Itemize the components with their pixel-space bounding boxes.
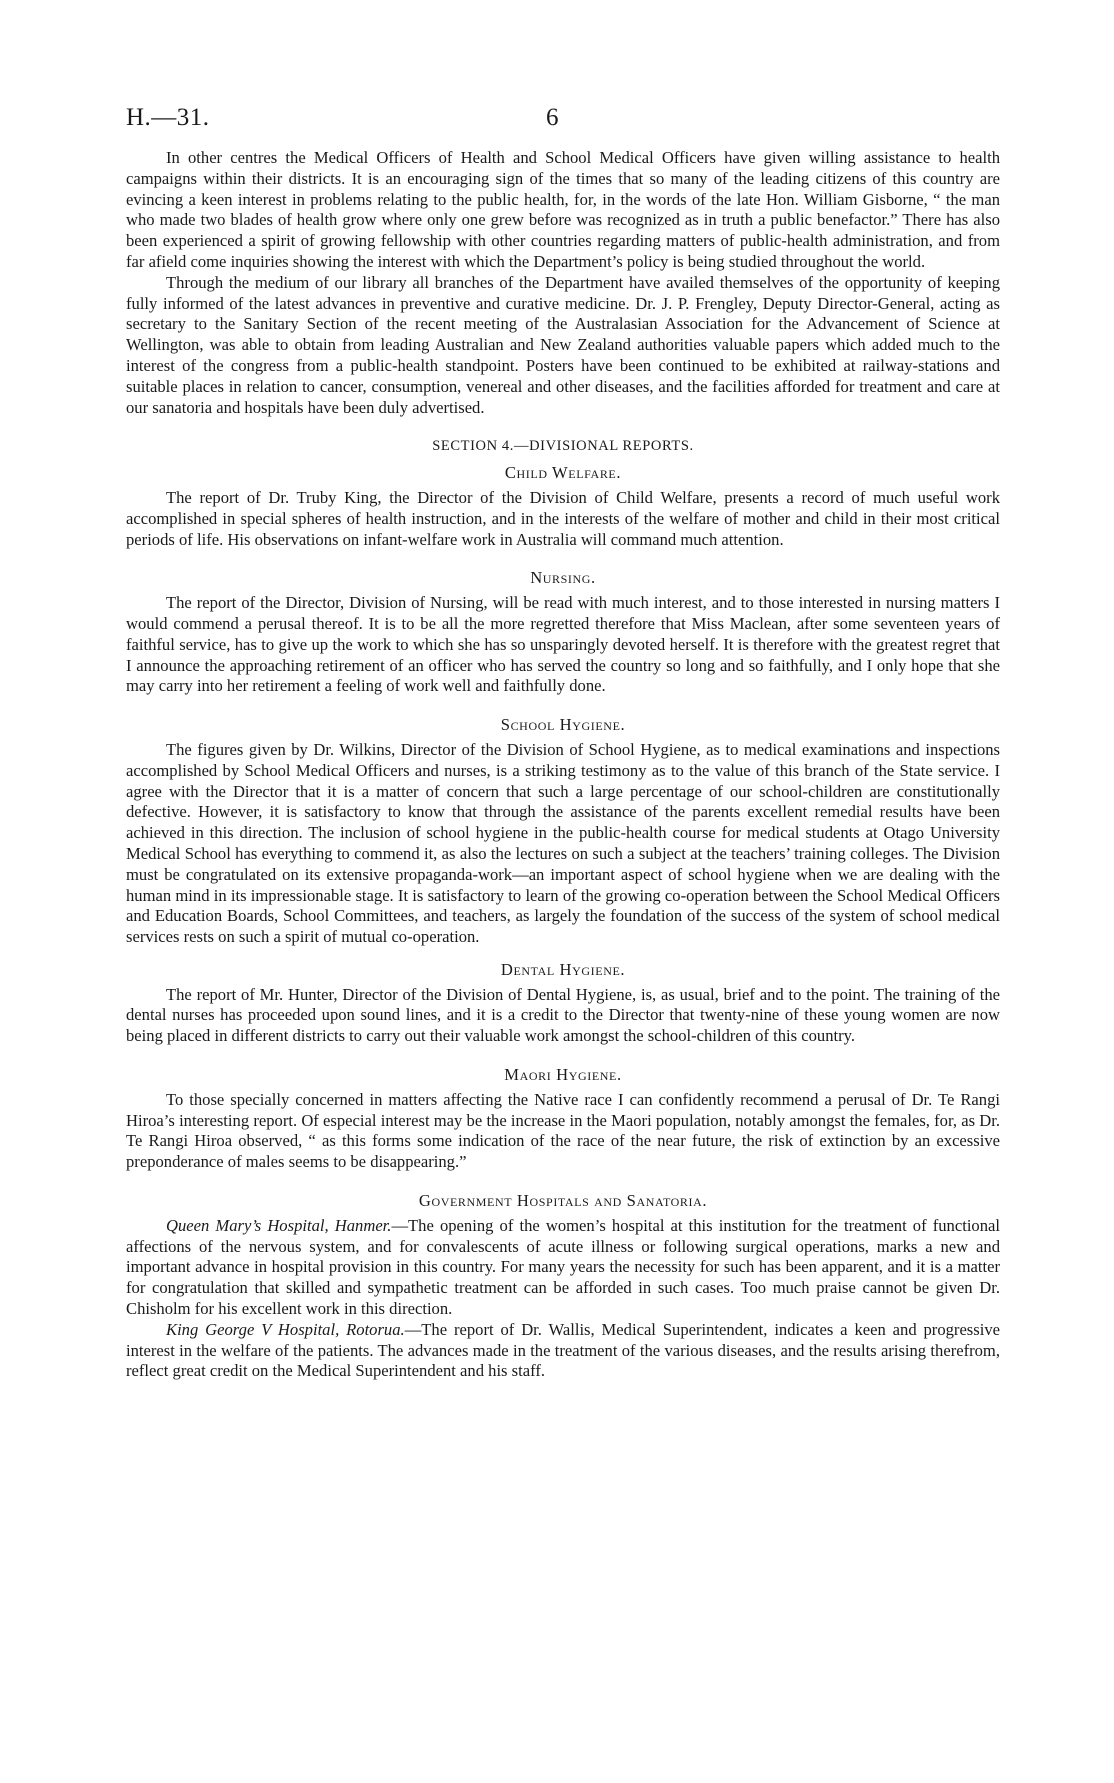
king-george-hospital-paragraph [126, 1320, 1000, 1382]
nursing-heading: Nursing. [530, 568, 596, 588]
intro-paragraph: In other centres the Medical Officers of Health and School Medical Officers have given willing assistance to health campaigns within their districts. It is an encouraging sign of the times that so many of the leading citizens of this country are evincing a keen interest in problems relating to the public health, for, in the words of the late Hon. William Gisborne, “ the man who made two blades of health grow where only one grew before was recognized as in truth a public benefactor.” There has also been experienced a spirit of growing fellowship with other countries regarding matters of public-health administration, and from far afield come inquiries showing the interest with which the Department’s policy is being studied throughout the world. [126, 148, 1000, 271]
king-george-hospital-text: —The report of Dr. Wallis, Medical Superintendent, indicates a keen and progressive interest in the welfare of the patients. The advances made in the treatment of the various diseases, and the results arising therefrom, reflect great credit on the Medical Superintendent and his staff. [126, 1319, 1000, 1381]
nursing-paragraph: The report of the Director, Division of Nursing, will be read with much interest, and to those interested in nursing matters I would commend a perusal thereof. It is to be all the more regretted therefore that Miss Maclean, after some seventeen years of faithful service, has to give up the work to which she has so unsparingly devoted herself. It is therefore with the greatest regret that I announce the approaching retirement of an officer who has served the country so long and so faithfully, and I only hope that she may carry into her retirement a feeling of work well and faithfully done. [126, 593, 1000, 696]
page-header [126, 104, 1000, 144]
dental-hygiene-heading: Dental Hygiene. [500, 959, 626, 979]
dental-hygiene-paragraph: The report of Mr. Hunter, Director of the Division of Dental Hygiene, is, as usual, brief and to the point. The training of the dental nurses has proceeded upon sound lines, and it is a credit to the Director that twenty-nine of these young women are now being placed in different districts to carry out their valuable work amongst the school-children of this country. [126, 984, 1000, 1046]
child-welfare-heading: Child Welfare. [504, 463, 622, 483]
queen-marys-hospital-title: Queen Mary’s Hospital, Hanmer. [166, 1215, 392, 1235]
queen-marys-hospital-paragraph [126, 1216, 1000, 1320]
maori-hygiene-paragraph: To those specially concerned in matters affecting the Native race I can confidently recommend a perusal of Dr. Te Rangi Hiroa’s interesting report. Of especial interest may be the increase in the Maori population, notably amongst the females, for, as Dr. Te Rangi Hiroa observed, “ as this forms some indication of the race of the near future, the risk of extinction by an excessive preponderance of males seems to be disappearing.” [126, 1089, 1000, 1172]
king-george-hospital-title: King George V Hospital, Rotorua. [166, 1319, 405, 1339]
page-body [126, 148, 1000, 1382]
school-hygiene-heading: School Hygiene. [500, 715, 626, 735]
school-hygiene-paragraph: The figures given by Dr. Wilkins, Director of the Division of School Hygiene, as to medical examinations and inspections accomplished by School Medical Officers and nurses, is a striking testimony as to the value of this branch of the State service. I agree with the Director that it is a matter of concern that such a large percentage of our school-children are constitutionally defective. However, it is satisfactory to know that through the assistance of the parents excellent remedial results have been achieved in this direction. The inclusion of school hygiene in the public-health course for medical students at Otago University Medical School has everything to commend it, as also the lectures on such a subject at the teachers’ training colleges. The Division must be congratulated on its extensive propaganda-work—an important aspect of school hygiene when we are dealing with the human mind in its impressionable stage. It is satisfactory to learn of the growing co-operation between the School Medical Officers and Education Boards, School Committees, and teachers, as largely the foundation of the success of the system of school medical services rests on such a spirit of mutual co-operation. [126, 739, 1000, 947]
document-reference: H.—31. [126, 104, 210, 131]
document-page [126, 104, 1000, 1382]
page-number: 6 [546, 104, 559, 131]
queen-marys-hospital-text: —The opening of the women’s hospital at this institution for the treatment of functional affections of the nervous system, and for convalescents of acute illness or following surgical operations, marks a new and important advance in hospital provision in this country. For many years the necessity for such has been apparent, and it is a matter for congratulation that skilled and sympathetic treatment can be afforded in such cases. Too much praise cannot be given Dr. Chisholm for his excellent work in this direction. [126, 1215, 1001, 1319]
library-paragraph: Through the medium of our library all branches of the Department have availed themselves of the opportunity of keeping fully informed of the latest advances in preventive and curative medicine. Dr. J. P. Frengley, Deputy Director-General, acting as secretary to the Sanitary Section of the recent meeting of the Australasian Association for the Advancement of Science at Wellington, was able to obtain from leading Australian and New Zealand authorities valuable papers which added much to the interest of the congress from a public-health standpoint. Posters have been continued to be exhibited at railway-stations and suitable places in relation to cancer, consumption, venereal and other diseases, and the facilities afforded for treatment and care at our sanatoria and hospitals have been duly advertised. [126, 272, 1000, 417]
maori-hygiene-heading: Maori Hygiene. [504, 1065, 622, 1085]
child-welfare-paragraph: The report of Dr. Truby King, the Director of the Division of Child Welfare, presents a record of much useful work accomplished in special spheres of health instruction, and in the interests of the welfare of mother and child in their most critical periods of life. His observations on infant-welfare work in Australia will command much attention. [126, 487, 1000, 549]
government-hospitals-heading: Government Hospitals and Sanatoria. [418, 1191, 708, 1211]
section-title: SECTION 4.—DIVISIONAL REPORTS. [432, 438, 694, 455]
